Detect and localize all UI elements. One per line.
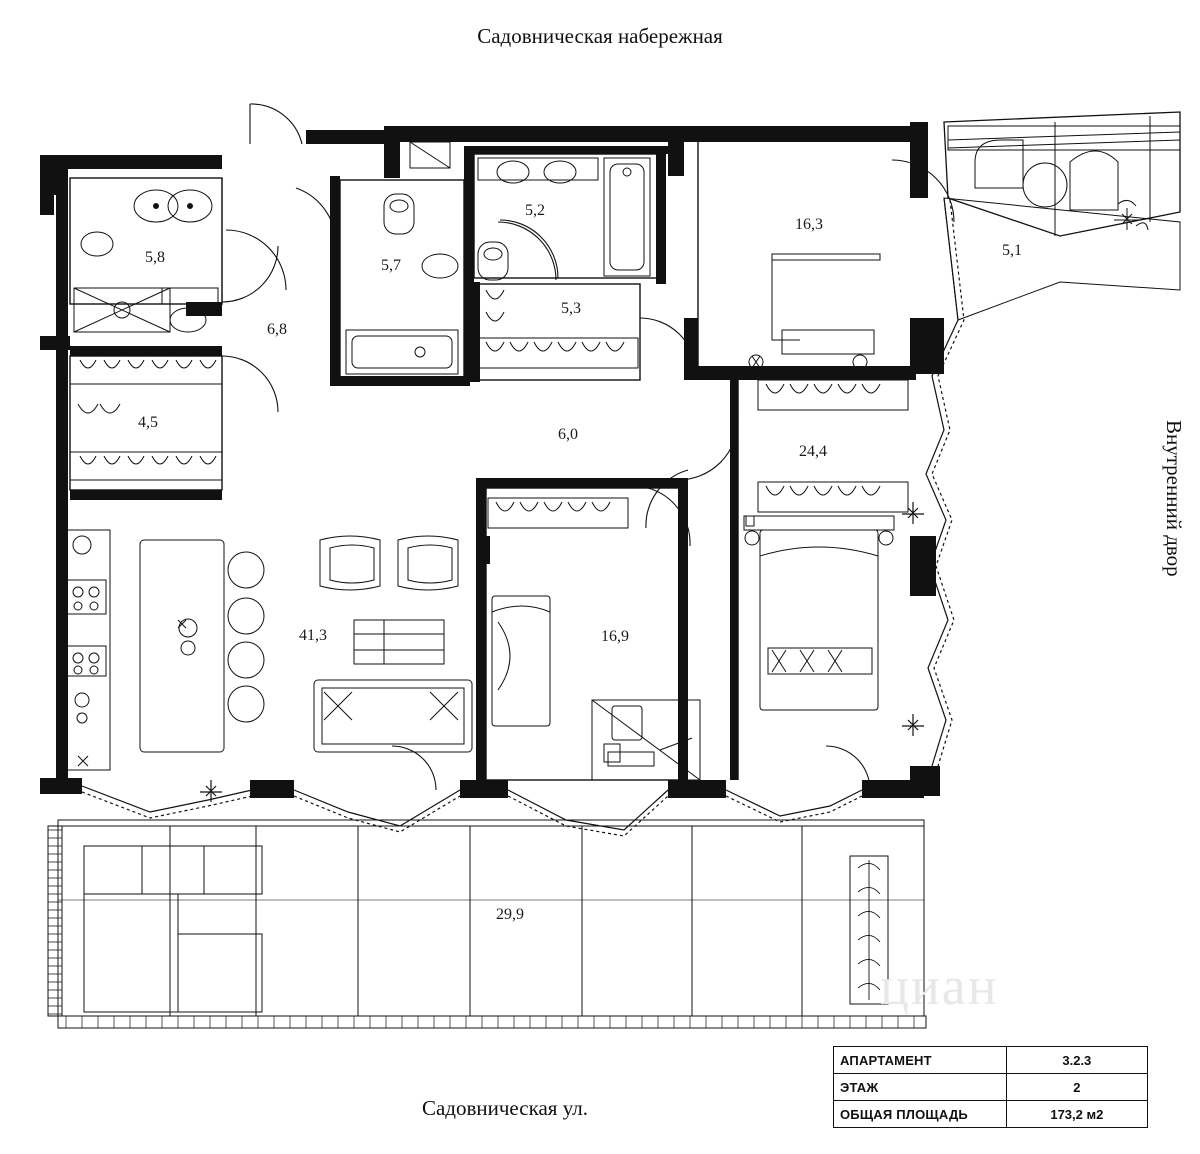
room-area-5-8: 5,8 <box>145 249 165 266</box>
furniture-bedroom-24-4 <box>744 516 894 710</box>
room-area-5-7: 5,7 <box>381 257 401 274</box>
table-row <box>834 1047 1148 1074</box>
room-area-24-4: 24,4 <box>799 443 827 460</box>
furniture-bedroom-16-3 <box>749 254 880 369</box>
apartment-info-table <box>833 1046 1148 1128</box>
terrace <box>48 820 926 1028</box>
room-area-29-9: 29,9 <box>496 906 524 923</box>
courtyard-label-right: Внутренний двор <box>1162 420 1186 577</box>
info-value-apartment: 3.2.3 <box>1006 1047 1147 1074</box>
street-label-bottom: Садовническая ул. <box>421 1096 589 1120</box>
room-area-5-2: 5,2 <box>525 202 545 219</box>
info-value-floor: 2 <box>1006 1074 1147 1101</box>
info-key-total-area: ОБЩАЯ ПЛОЩАДЬ <box>834 1101 1007 1128</box>
room-area-4-5: 4,5 <box>138 414 158 431</box>
room-area-6-8: 6,8 <box>267 321 287 338</box>
room-area-41-3: 41,3 <box>299 627 327 644</box>
street-label-top: Садовническая набережная <box>477 24 723 48</box>
room-area-6-0: 6,0 <box>558 426 578 443</box>
furniture-living-kitchen <box>66 530 472 770</box>
furniture-bedroom-16-9 <box>492 596 700 780</box>
facade-right <box>902 198 964 766</box>
table-row <box>834 1101 1148 1128</box>
room-area-5-1: 5,1 <box>1002 242 1022 259</box>
room-area-5-3: 5,3 <box>561 300 581 317</box>
furniture-5-7 <box>346 194 458 374</box>
thin-partitions <box>70 142 738 780</box>
info-key-apartment: АПАРТАМЕНТ <box>834 1047 1007 1074</box>
furniture-5-2 <box>478 158 650 280</box>
table-row <box>834 1074 1148 1101</box>
watermark: циан <box>880 956 999 1016</box>
entry-vestibule <box>410 142 450 168</box>
room-area-16-9: 16,9 <box>601 628 629 645</box>
balcony-5-1 <box>944 112 1180 320</box>
room-area-16-3: 16,3 <box>795 216 823 233</box>
info-key-floor: ЭТАЖ <box>834 1074 1007 1101</box>
info-value-total-area: 173,2 м2 <box>1006 1101 1147 1128</box>
